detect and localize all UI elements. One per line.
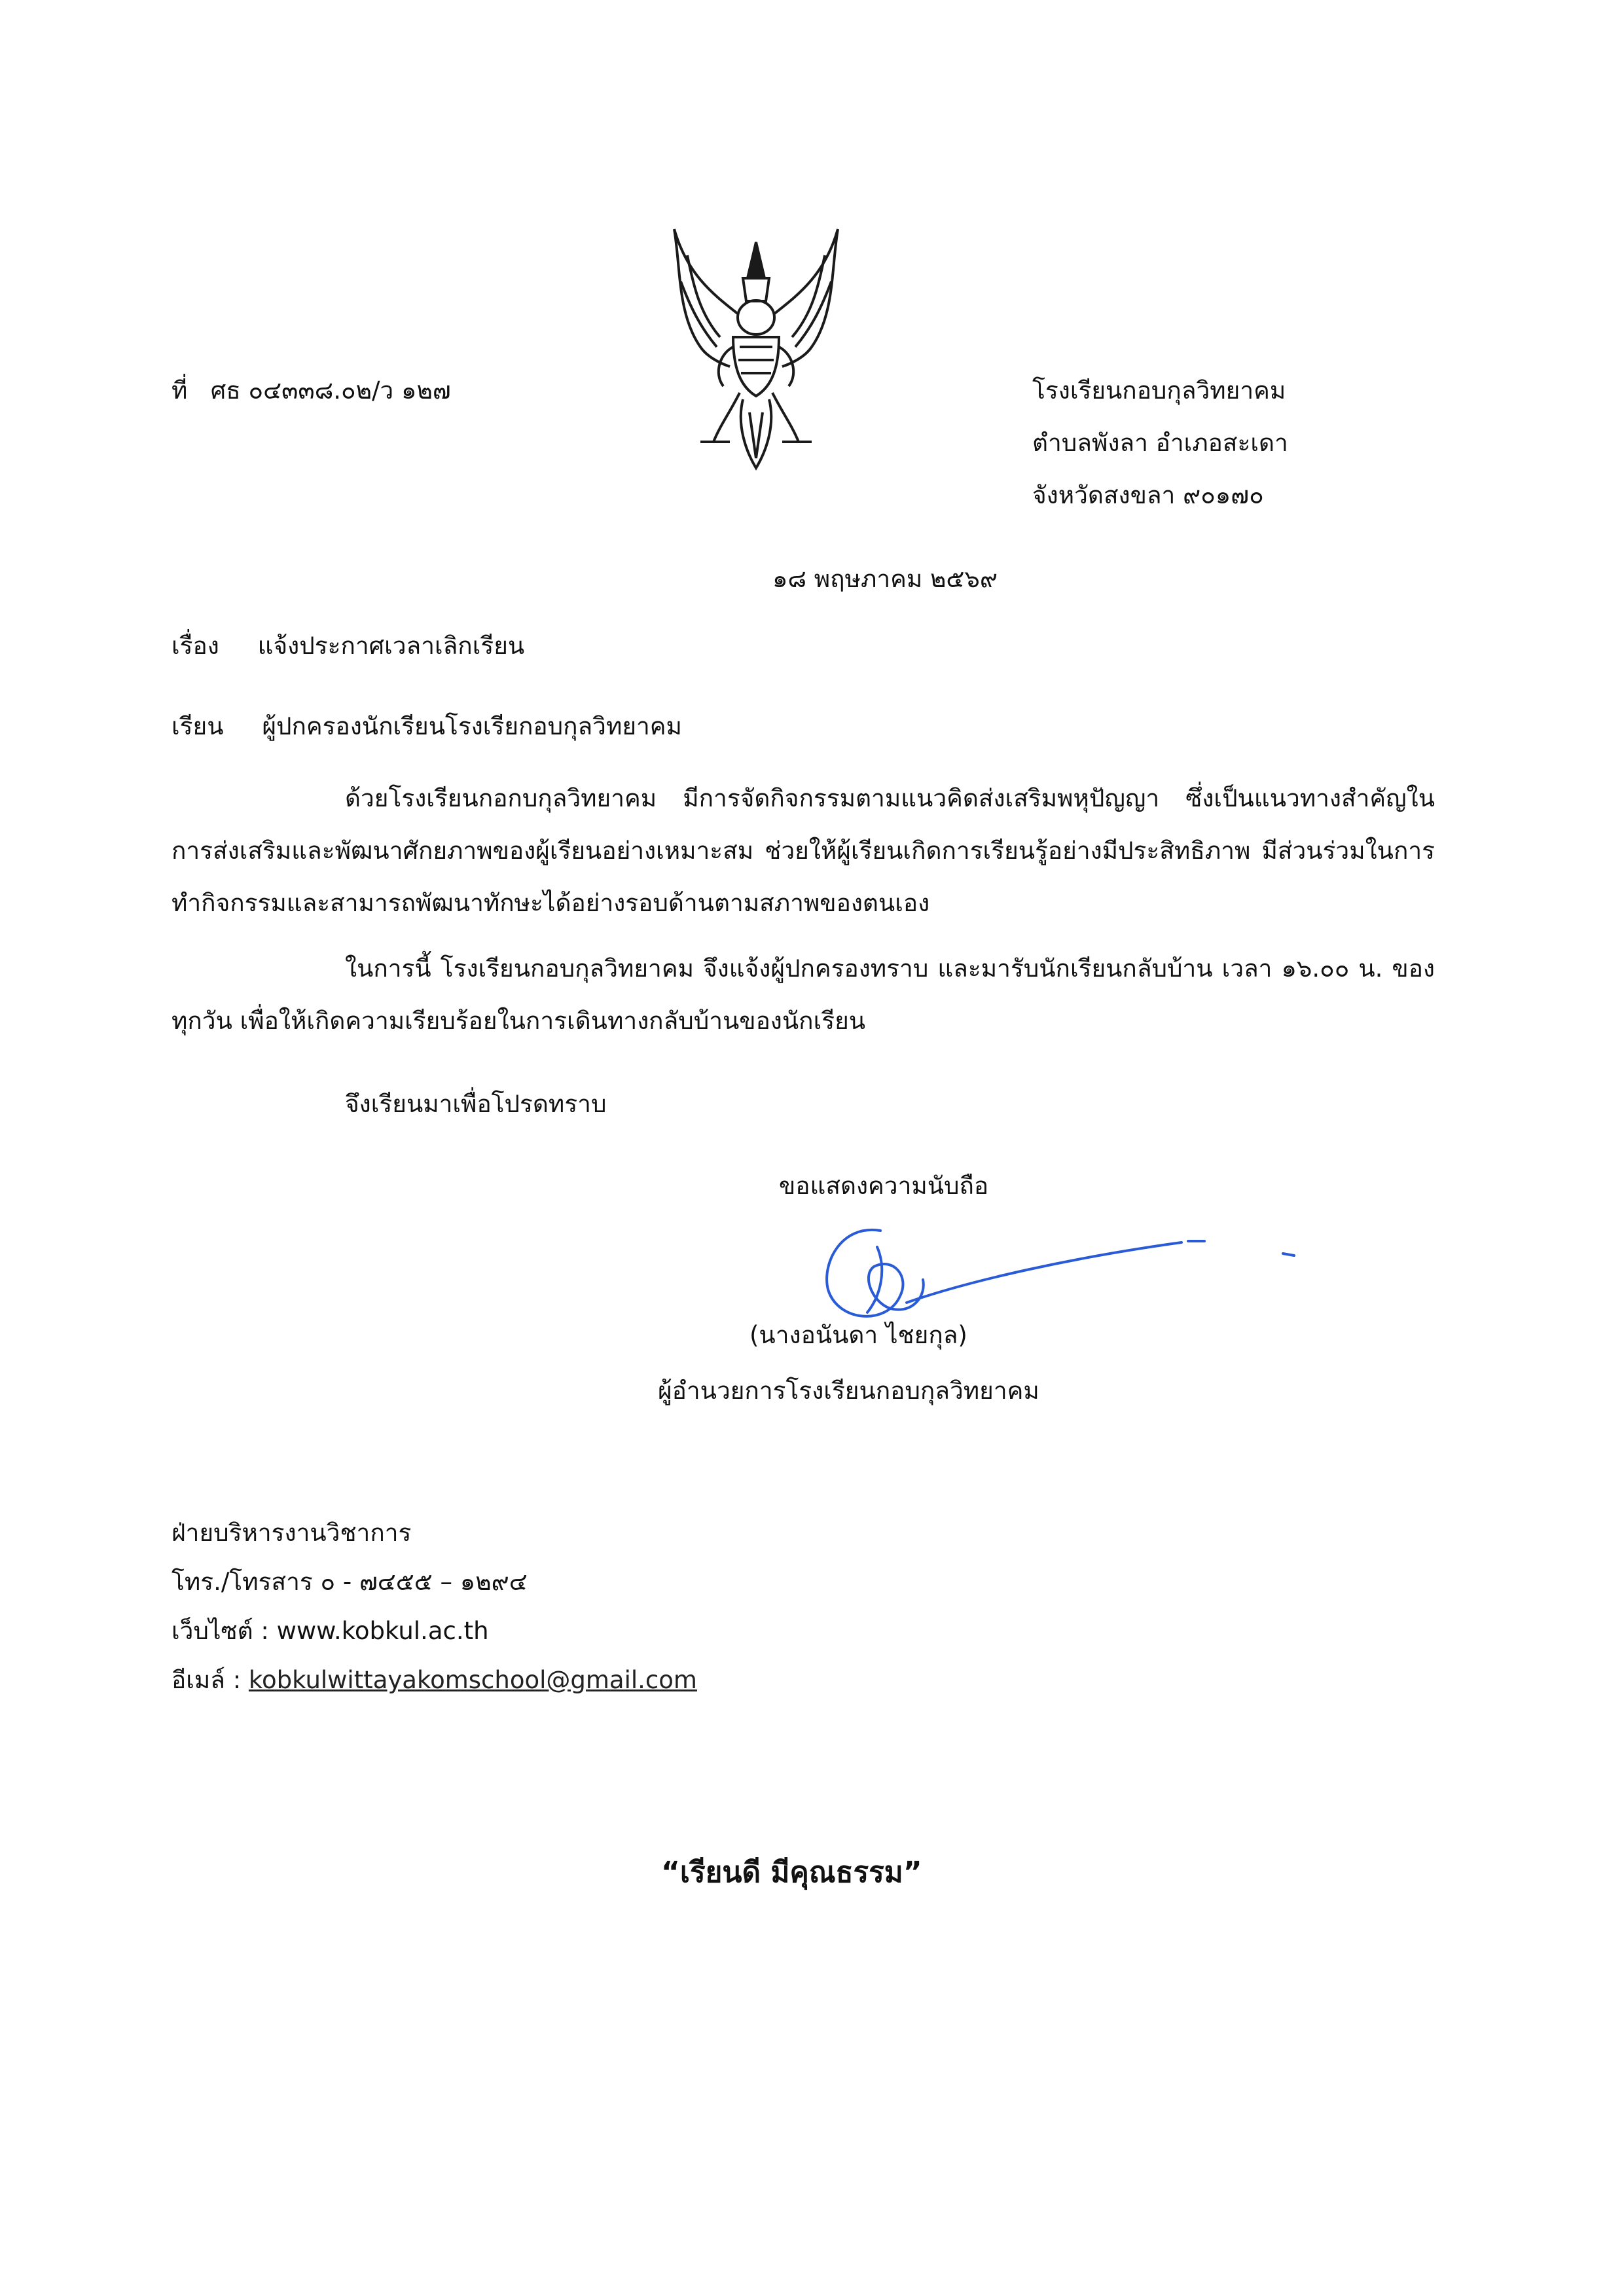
body-paragraph-1: ด้วยโรงเรียนกอกบกุลวิทยาคม มีการจัดกิจกรรมตามแนวคิดส่งเสริมพหุปัญญา ซึ่งเป็นแนวทางสำคัญในการส่งเสริมและพัฒนาศักยภาพของผู้เรียนอย่างเหมาะสม ช่วยให้ผู้เรียนเกิดการเรียนรู้อย่างมีประสิทธิภาพ มีส่วนร่วมในการทำกิจกรรมและสามารถพัฒนาทักษะได้อย่างรอบด้านตามสภาพของตนเอง xyxy=(171,784,1435,917)
website-label: เว็บไซต์ : xyxy=(171,1617,277,1645)
website-link[interactable]: www.kobkul.ac.th xyxy=(276,1617,489,1645)
reference-number: ศธ ๐๔๓๓๘.๐๒/ว ๑๒๗ xyxy=(210,376,451,405)
footer-email xyxy=(171,1666,697,1695)
garuda-emblem-icon xyxy=(661,216,851,478)
footer-website xyxy=(171,1617,489,1646)
school-district: ตำบลพังลา อำเภอสะเดา xyxy=(1032,429,1288,457)
reference-label: ที่ xyxy=(171,376,188,405)
footer-department: ฝ่ายบริหารงานวิชาการ xyxy=(171,1519,412,1547)
school-province: จังหวัดสงขลา ๙๐๑๗๐ xyxy=(1032,481,1264,509)
closing-line: จึงเรียนมาเพื่อโปรดทราบ xyxy=(345,1090,607,1118)
recipient-label: เรียน xyxy=(171,712,224,740)
footer-phone: โทร./โทรสาร ๐ - ๗๔๕๕ – ๑๒๙๔ xyxy=(171,1568,528,1596)
reference-line xyxy=(171,376,451,405)
recipient-line xyxy=(171,712,682,741)
letter-date: ๑๘ พฤษภาคม ๒๕๖๙ xyxy=(772,565,998,593)
subject-text: แจ้งประกาศเวลาเลิกเรียน xyxy=(257,632,525,660)
regards-line: ขอแสดงความนับถือ xyxy=(779,1172,989,1200)
handwritten-signature xyxy=(802,1218,1326,1335)
signer-name: (นางอนันดา ไชยกุล) xyxy=(749,1321,967,1349)
recipient-text: ผู้ปกครองนักเรียนโรงเรียกอบกุลวิทยาคม xyxy=(262,712,682,740)
email-link[interactable]: kobkulwittayakomschool@gmail.com xyxy=(248,1666,697,1694)
school-motto: “เรียนดี มีคุณธรรม” xyxy=(661,1856,922,1889)
email-label: อีเมล์ : xyxy=(171,1666,249,1694)
signer-title: ผู้อำนวยการโรงเรียนกอบกุลวิทยาคม xyxy=(658,1377,1039,1405)
subject-line xyxy=(171,632,524,660)
subject-label: เรื่อง xyxy=(171,632,219,660)
body-paragraph-2: ในการนี้ โรงเรียนกอบกุลวิทยาคม จึงแจ้งผู้ปกครองทราบ และมารับนักเรียนกลับบ้าน เวลา ๑๖.๐๐ น. ของทุกวัน เพื่อให้เกิดความเรียบร้อยในการเดินทางกลับบ้านของนักเรียน xyxy=(171,954,1435,1035)
school-name: โรงเรียนกอบกุลวิทยาคม xyxy=(1032,376,1286,405)
